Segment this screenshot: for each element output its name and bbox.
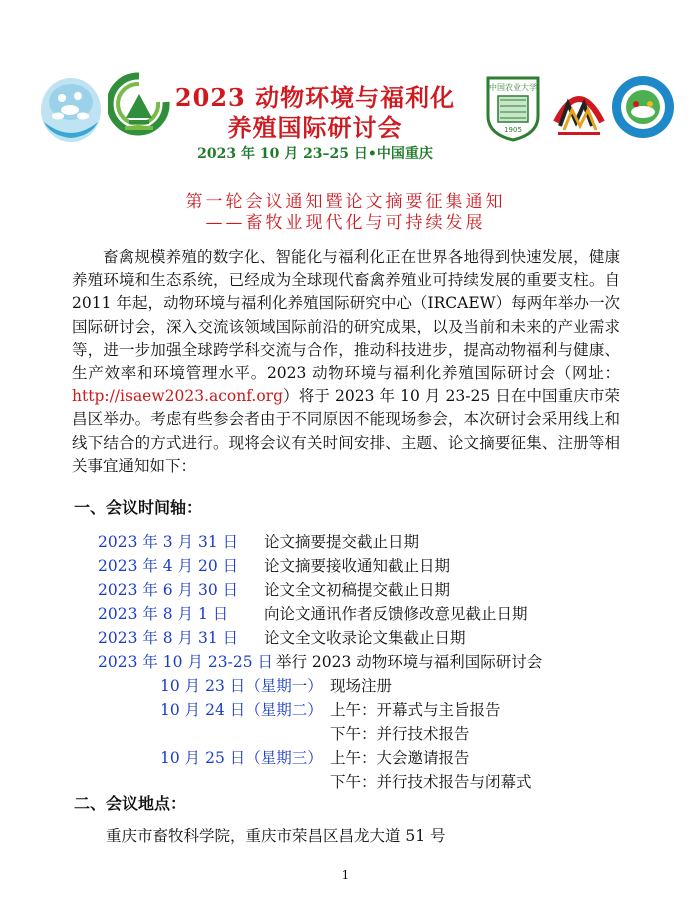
timeline-date: 2023 年 10 月 23-25 日 bbox=[98, 653, 273, 671]
notice-subtitle: ——畜牧业现代化与可持续发展 bbox=[205, 213, 486, 233]
schedule-date: 10 月 23 日（星期一） bbox=[160, 677, 323, 695]
timeline-row bbox=[98, 626, 238, 648]
conference-date-location: 2023 年 10 月 23–25 日•中国重庆 bbox=[197, 146, 433, 162]
timeline-row bbox=[98, 530, 238, 552]
university-name-text: 中国农业大学 bbox=[489, 83, 537, 92]
timeline-row bbox=[98, 578, 238, 600]
timeline-row bbox=[98, 650, 273, 672]
schedule-date: 10 月 25 日（星期三） bbox=[160, 749, 323, 767]
intro-text-before-url: 畜禽规模养殖的数字化、智能化与福利化正在世界各地得到快速发展，健康养殖环境和生态系统，已经成为全球现代畜禽养殖业可持续发展的重要支柱。自 2011 年起，动物环境与福利化养殖国际研究中心（IRCAEW）每两年举办一次国际研讨会，深入交流该领域国际前沿的研究成果，以及当前和未来的产业需求等，进一步加强全球跨学科交流与合作，推动科技进步，提高动物福利与健康、生产效率和环境管理水平。2023 动物环境与福利化养殖国际研讨会（网址： bbox=[72, 248, 620, 383]
timeline-row bbox=[98, 602, 228, 624]
timeline-desc: 论文全文收录论文集截止日期 bbox=[264, 629, 466, 647]
timeline-date: 2023 年 3 月 31 日 bbox=[98, 533, 239, 551]
section-venue-heading: 二、会议地点： bbox=[74, 794, 187, 813]
schedule-desc: 现场注册 bbox=[330, 677, 393, 695]
conference-m-logo bbox=[548, 82, 610, 138]
schedule-date: 10 月 24 日（星期二） bbox=[160, 701, 323, 719]
intro-paragraph bbox=[72, 246, 620, 478]
schedule-desc: 上午：开幕式与主旨报告 bbox=[330, 701, 501, 719]
china-agricultural-university-logo bbox=[484, 74, 542, 142]
animal-welfare-logo bbox=[36, 72, 106, 144]
timeline-date: 2023 年 4 月 20 日 bbox=[98, 557, 239, 575]
notice-title: 第一轮会议通知暨论文摘要征集通知 bbox=[185, 192, 506, 212]
intro-text-after-url: ）将于 2023 年 10 月 23-25 日在中国重庆市荣昌区举办。考虑有些参会者由于不同原因不能现场参会，本次研讨会采用线上和线下结合的方式进行。现将会议有关时间安排、主题、论文摘要征集、注册等相关事宜通知如下： bbox=[72, 387, 620, 475]
schedule-desc: 上午：大会邀请报告 bbox=[330, 749, 470, 767]
conference-title-line1: 2023 动物环境与福利化 bbox=[174, 83, 456, 112]
schedule-row bbox=[160, 674, 323, 696]
conference-title-line2: 养殖国际研讨会 bbox=[227, 113, 403, 142]
green-circle-logo bbox=[108, 72, 170, 140]
timeline-date: 2023 年 8 月 1 日 bbox=[98, 605, 229, 623]
schedule-desc: 下午：并行技术报告 bbox=[330, 725, 470, 743]
schedule-row bbox=[160, 698, 323, 720]
section-timeline-heading: 一、会议时间轴： bbox=[74, 498, 203, 517]
center-round-logo bbox=[610, 74, 676, 140]
university-year-text: 1905 bbox=[504, 126, 522, 134]
timeline-desc: 举行 2023 动物环境与福利国际研讨会 bbox=[276, 653, 543, 671]
timeline-date: 2023 年 8 月 31 日 bbox=[98, 629, 239, 647]
timeline-row bbox=[98, 554, 238, 576]
conference-url-link[interactable]: http://isaew2023.aconf.org bbox=[72, 387, 284, 406]
timeline-desc: 论文全文初稿提交截止日期 bbox=[264, 581, 451, 599]
venue-address: 重庆市畜牧科学院，重庆市荣昌区昌龙大道 51 号 bbox=[106, 827, 446, 845]
schedule-desc: 下午：并行技术报告与闭幕式 bbox=[330, 773, 532, 791]
page-number: 1 bbox=[341, 868, 350, 882]
schedule-row bbox=[160, 746, 323, 768]
timeline-date: 2023 年 6 月 30 日 bbox=[98, 581, 239, 599]
timeline-desc: 论文摘要接收通知截止日期 bbox=[264, 557, 451, 575]
timeline-desc: 论文摘要提交截止日期 bbox=[264, 533, 420, 551]
timeline-desc: 向论文通讯作者反馈修改意见截止日期 bbox=[264, 605, 528, 623]
